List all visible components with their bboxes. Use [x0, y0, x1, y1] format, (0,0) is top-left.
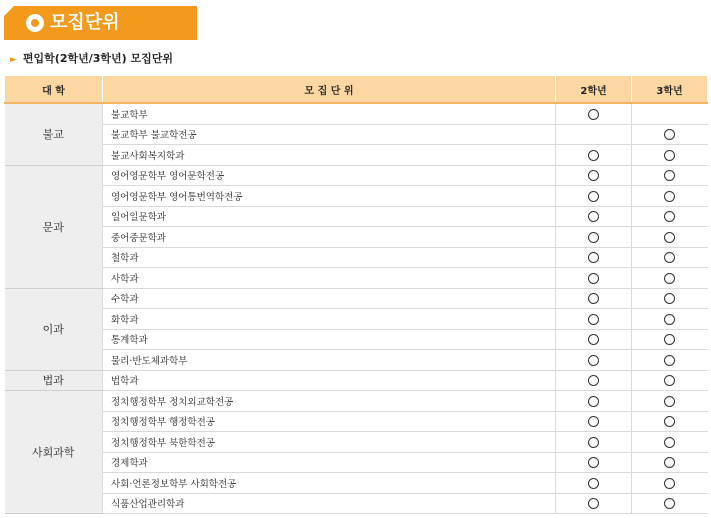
circle-mark-icon — [588, 273, 599, 284]
college-cell: 불교 — [5, 103, 103, 165]
circle-mark-icon — [664, 416, 675, 427]
title-fold-corner — [4, 6, 14, 16]
subtitle — [10, 51, 173, 68]
circle-mark-icon — [588, 150, 599, 161]
table-row — [5, 288, 708, 309]
year2-mark-cell — [556, 268, 632, 289]
unit-cell: 영어영문학부 영어문학전공 — [103, 165, 556, 186]
circle-mark-icon — [588, 293, 599, 304]
year3-mark-cell — [632, 473, 708, 494]
year2-mark-cell — [556, 124, 632, 145]
circle-mark-icon — [664, 498, 675, 509]
unit-cell: 수학과 — [103, 288, 556, 309]
year2-mark-cell — [556, 329, 632, 350]
table-row — [5, 227, 708, 248]
table-row — [5, 268, 708, 289]
unit-cell: 일어일문학과 — [103, 206, 556, 227]
circle-mark-icon — [664, 396, 675, 407]
year3-mark-cell — [632, 370, 708, 391]
table-row — [5, 186, 708, 207]
circle-mark-icon — [664, 252, 675, 263]
year3-mark-cell — [632, 391, 708, 412]
unit-cell: 통계학과 — [103, 329, 556, 350]
circle-mark-icon — [588, 191, 599, 202]
circle-mark-icon — [664, 437, 675, 448]
table-row — [5, 309, 708, 330]
table-row — [5, 350, 708, 371]
college-cell: 문과 — [5, 165, 103, 288]
header-year3: 3학년 — [632, 76, 708, 104]
year2-mark-cell — [556, 186, 632, 207]
college-cell: 사회과학 — [5, 391, 103, 514]
table-row — [5, 165, 708, 186]
unit-cell: 불교사회복지학과 — [103, 145, 556, 166]
circle-mark-icon — [664, 334, 675, 345]
year3-mark-cell — [632, 329, 708, 350]
year3-mark-cell — [632, 145, 708, 166]
college-cell: 법과 — [5, 370, 103, 391]
circle-mark-icon — [588, 457, 599, 468]
unit-cell: 물리·반도체과학부 — [103, 350, 556, 371]
unit-cell: 영어영문학부 영어통번역학전공 — [103, 186, 556, 207]
circle-mark-icon — [588, 375, 599, 386]
unit-cell: 사회·언론정보학부 사회학전공 — [103, 473, 556, 494]
year3-mark-cell — [632, 227, 708, 248]
year3-mark-cell — [632, 206, 708, 227]
year2-mark-cell — [556, 103, 632, 124]
circle-mark-icon — [588, 232, 599, 243]
circle-mark-icon — [588, 396, 599, 407]
table-row — [5, 411, 708, 432]
table-row — [5, 206, 708, 227]
circle-mark-icon — [664, 150, 675, 161]
table-row — [5, 452, 708, 473]
unit-cell: 정치행정학부 북한학전공 — [103, 432, 556, 453]
table-row — [5, 370, 708, 391]
circle-mark-icon — [588, 478, 599, 489]
table-body — [5, 103, 708, 514]
circle-mark-icon — [588, 252, 599, 263]
year3-mark-cell — [632, 165, 708, 186]
table-row — [5, 473, 708, 494]
circle-mark-icon — [588, 437, 599, 448]
college-cell: 이과 — [5, 288, 103, 370]
unit-cell: 사학과 — [103, 268, 556, 289]
unit-cell: 정치행정학부 행정학전공 — [103, 411, 556, 432]
table-row — [5, 145, 708, 166]
year3-mark-cell — [632, 186, 708, 207]
year2-mark-cell — [556, 473, 632, 494]
unit-cell: 중어중문학과 — [103, 227, 556, 248]
circle-mark-icon — [664, 375, 675, 386]
year3-mark-cell — [632, 452, 708, 473]
table-row — [5, 391, 708, 412]
year2-mark-cell — [556, 391, 632, 412]
header-year2: 2학년 — [556, 76, 632, 104]
circle-mark-icon — [664, 457, 675, 468]
year2-mark-cell — [556, 452, 632, 473]
year3-mark-cell — [632, 493, 708, 514]
table-row — [5, 124, 708, 145]
table-row — [5, 493, 708, 514]
year2-mark-cell — [556, 370, 632, 391]
unit-cell: 정치행정학부 정치외교학전공 — [103, 391, 556, 412]
circle-mark-icon — [664, 191, 675, 202]
page-title: 모집단위 — [50, 12, 120, 33]
table-row — [5, 247, 708, 268]
circle-mark-icon — [664, 293, 675, 304]
circle-mark-icon — [664, 478, 675, 489]
triangle-bullet-icon: ► — [10, 55, 17, 65]
circle-mark-icon — [588, 211, 599, 222]
year2-mark-cell — [556, 432, 632, 453]
year3-mark-cell — [632, 309, 708, 330]
flower-bullet-icon — [26, 14, 44, 32]
circle-mark-icon — [588, 416, 599, 427]
year2-mark-cell — [556, 309, 632, 330]
unit-cell: 식품산업관리학과 — [103, 493, 556, 514]
table-row — [5, 329, 708, 350]
circle-mark-icon — [664, 232, 675, 243]
year3-mark-cell — [632, 268, 708, 289]
year2-mark-cell — [556, 145, 632, 166]
unit-cell: 불교학부 불교학전공 — [103, 124, 556, 145]
year3-mark-cell — [632, 350, 708, 371]
year2-mark-cell — [556, 206, 632, 227]
year2-mark-cell — [556, 350, 632, 371]
circle-mark-icon — [588, 314, 599, 325]
circle-mark-icon — [588, 334, 599, 345]
circle-mark-icon — [588, 170, 599, 181]
circle-mark-icon — [664, 314, 675, 325]
year3-mark-cell — [632, 247, 708, 268]
year3-mark-cell — [632, 411, 708, 432]
unit-cell: 철학과 — [103, 247, 556, 268]
unit-cell: 경제학과 — [103, 452, 556, 473]
year2-mark-cell — [556, 288, 632, 309]
unit-cell: 법학과 — [103, 370, 556, 391]
unit-cell: 화학과 — [103, 309, 556, 330]
table-header-row — [5, 76, 708, 104]
unit-cell: 불교학부 — [103, 103, 556, 124]
circle-mark-icon — [664, 129, 675, 140]
circle-mark-icon — [664, 170, 675, 181]
circle-mark-icon — [664, 211, 675, 222]
year2-mark-cell — [556, 411, 632, 432]
year3-mark-cell — [632, 288, 708, 309]
year2-mark-cell — [556, 247, 632, 268]
header-college: 대 학 — [5, 76, 103, 104]
table-row — [5, 103, 708, 124]
subtitle-text: 편입학(2학년/3학년) 모집단위 — [22, 52, 174, 65]
circle-mark-icon — [588, 355, 599, 366]
circle-mark-icon — [588, 498, 599, 509]
circle-mark-icon — [588, 109, 599, 120]
circle-mark-icon — [664, 355, 675, 366]
header-unit: 모 집 단 위 — [103, 76, 556, 104]
year3-mark-cell — [632, 103, 708, 124]
year3-mark-cell — [632, 124, 708, 145]
year2-mark-cell — [556, 227, 632, 248]
year2-mark-cell — [556, 493, 632, 514]
year3-mark-cell — [632, 432, 708, 453]
table-row — [5, 432, 708, 453]
section-title-bar — [4, 6, 197, 40]
circle-mark-icon — [664, 273, 675, 284]
year2-mark-cell — [556, 165, 632, 186]
admission-units-table — [4, 75, 708, 514]
